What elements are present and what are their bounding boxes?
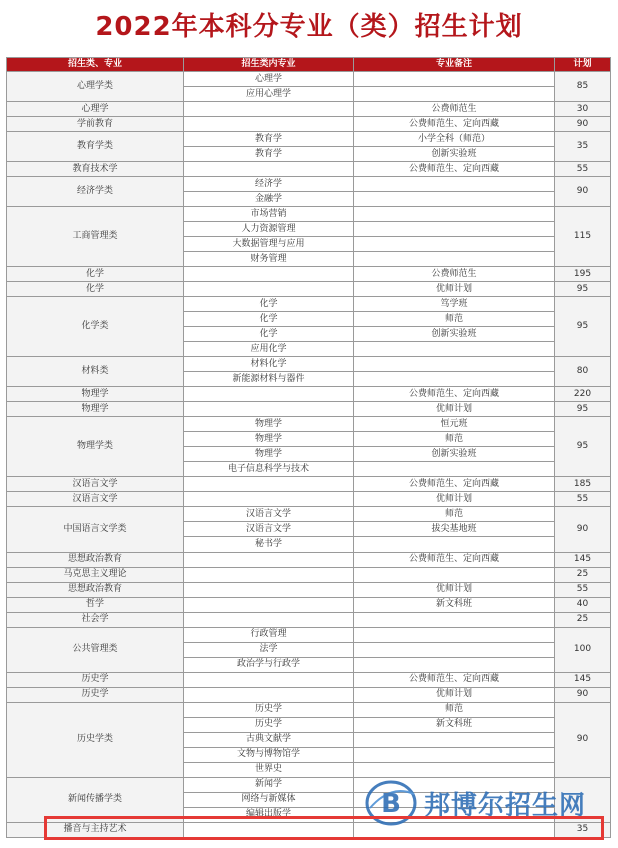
cell-plan: 115 — [555, 207, 611, 267]
cell-plan: 85 — [555, 72, 611, 102]
cell-plan: 90 — [555, 177, 611, 207]
table-row — [7, 582, 611, 597]
page-title: 2022年本科分专业（类）招生计划 — [95, 12, 523, 42]
cell-category: 材料类 — [7, 357, 184, 387]
cell-sub-major: 汉语言文学 — [184, 507, 354, 522]
cell-remark — [354, 357, 555, 372]
cell-remark — [354, 642, 555, 657]
cell-remark: 创新实验班 — [354, 447, 555, 462]
cell-category: 教育技术学 — [7, 162, 184, 177]
cell-sub-major: 电子信息科学与技术 — [184, 462, 354, 477]
cell-plan: 185 — [555, 477, 611, 492]
table-row — [7, 162, 611, 177]
watermark-text: 邦博尔招生网 — [424, 790, 587, 821]
table-row — [7, 402, 611, 417]
cell-sub-major — [184, 582, 354, 597]
table-row — [7, 387, 611, 402]
cell-remark — [354, 657, 555, 672]
cell-sub-major — [184, 282, 354, 297]
cell-sub-major — [184, 402, 354, 417]
table-row — [7, 672, 611, 687]
cell-category: 汉语言文学 — [7, 477, 184, 492]
table-row — [7, 177, 611, 192]
cell-category: 化学 — [7, 282, 184, 297]
cell-sub-major: 物理学 — [184, 432, 354, 447]
cell-remark: 恒元班 — [354, 417, 555, 432]
table-row — [7, 492, 611, 507]
cell-remark — [354, 207, 555, 222]
cell-category: 经济学类 — [7, 177, 184, 207]
cell-category: 社会学 — [7, 612, 184, 627]
cell-sub-major: 心理学 — [184, 72, 354, 87]
watermark-logo-letter: B — [381, 789, 401, 819]
cell-sub-major: 秘书学 — [184, 537, 354, 552]
cell-remark: 优师计划 — [354, 282, 555, 297]
cell-sub-major: 历史学 — [184, 702, 354, 717]
table-row — [7, 687, 611, 702]
cell-category: 物理学 — [7, 387, 184, 402]
table-row — [7, 132, 611, 147]
cell-remark — [354, 612, 555, 627]
cell-sub-major — [184, 567, 354, 582]
cell-remark — [354, 192, 555, 207]
cell-sub-major — [184, 102, 354, 117]
cell-category: 化学 — [7, 267, 184, 282]
header-remark: 专业备注 — [354, 58, 555, 72]
cell-remark: 优师计划 — [354, 582, 555, 597]
cell-remark: 公费师范生、定向西藏 — [354, 117, 555, 132]
cell-plan: 100 — [555, 627, 611, 672]
cell-remark: 创新实验班 — [354, 147, 555, 162]
cell-sub-major — [184, 687, 354, 702]
cell-plan: 195 — [555, 267, 611, 282]
cell-plan: 90 — [555, 702, 611, 777]
cell-sub-major: 古典文献学 — [184, 732, 354, 747]
table-row — [7, 822, 611, 837]
cell-sub-major: 编辑出版学 — [184, 807, 354, 822]
cell-sub-major — [184, 117, 354, 132]
cell-remark — [354, 342, 555, 357]
cell-remark: 公费师范生 — [354, 267, 555, 282]
cell-sub-major — [184, 492, 354, 507]
table-row — [7, 567, 611, 582]
cell-sub-major — [184, 597, 354, 612]
cell-sub-major: 财务管理 — [184, 252, 354, 267]
cell-remark — [354, 822, 555, 837]
cell-remark: 公费师范生、定向西藏 — [354, 672, 555, 687]
cell-sub-major: 应用心理学 — [184, 87, 354, 102]
cell-category: 历史学 — [7, 672, 184, 687]
cell-sub-major — [184, 162, 354, 177]
cell-plan: 220 — [555, 387, 611, 402]
cell-plan: 55 — [555, 162, 611, 177]
header-category: 招生类、专业 — [7, 58, 184, 72]
table-row — [7, 207, 611, 222]
cell-remark — [354, 627, 555, 642]
cell-remark: 师范 — [354, 507, 555, 522]
cell-sub-major: 历史学 — [184, 717, 354, 732]
cell-plan: 35 — [555, 132, 611, 162]
cell-remark: 公费师范生、定向西藏 — [354, 387, 555, 402]
cell-remark: 公费师范生、定向西藏 — [354, 162, 555, 177]
cell-category: 物理学类 — [7, 417, 184, 477]
cell-sub-major: 应用化学 — [184, 342, 354, 357]
cell-sub-major: 教育学 — [184, 132, 354, 147]
cell-sub-major: 新闻学 — [184, 777, 354, 792]
cell-sub-major: 网络与新媒体 — [184, 792, 354, 807]
cell-sub-major: 材料化学 — [184, 357, 354, 372]
cell-sub-major — [184, 612, 354, 627]
table-row — [7, 117, 611, 132]
cell-plan: 95 — [555, 417, 611, 477]
cell-sub-major: 人力资源管理 — [184, 222, 354, 237]
cell-plan: 80 — [555, 357, 611, 387]
cell-remark — [354, 252, 555, 267]
cell-sub-major: 行政管理 — [184, 627, 354, 642]
table-row — [7, 72, 611, 87]
cell-plan: 95 — [555, 297, 611, 357]
cell-category: 思想政治教育 — [7, 582, 184, 597]
cell-category: 历史学 — [7, 687, 184, 702]
cell-sub-major: 市场营销 — [184, 207, 354, 222]
cell-sub-major: 物理学 — [184, 447, 354, 462]
cell-remark — [354, 762, 555, 777]
cell-sub-major: 化学 — [184, 327, 354, 342]
cell-category: 学前教育 — [7, 117, 184, 132]
cell-remark — [354, 87, 555, 102]
cell-remark: 公费师范生、定向西藏 — [354, 477, 555, 492]
cell-sub-major — [184, 477, 354, 492]
cell-sub-major — [184, 672, 354, 687]
table-row — [7, 612, 611, 627]
cell-remark: 拔尖基地班 — [354, 522, 555, 537]
table-row — [7, 417, 611, 432]
cell-category: 思想政治教育 — [7, 552, 184, 567]
cell-plan: 40 — [555, 597, 611, 612]
cell-sub-major — [184, 387, 354, 402]
cell-category: 公共管理类 — [7, 627, 184, 672]
cell-remark — [354, 807, 555, 822]
cell-plan: 25 — [555, 612, 611, 627]
cell-remark: 优师计划 — [354, 492, 555, 507]
cell-sub-major — [184, 822, 354, 837]
cell-sub-major: 金融学 — [184, 192, 354, 207]
cell-remark: 优师计划 — [354, 402, 555, 417]
table-row — [7, 267, 611, 282]
cell-remark — [354, 777, 555, 792]
cell-plan: 90 — [555, 507, 611, 552]
table-row — [7, 777, 611, 792]
cell-category: 心理学类 — [7, 72, 184, 102]
cell-category: 历史学类 — [7, 702, 184, 777]
table-row — [7, 552, 611, 567]
cell-sub-major: 化学 — [184, 297, 354, 312]
cell-remark: 新文科班 — [354, 597, 555, 612]
cell-category: 教育学类 — [7, 132, 184, 162]
cell-remark — [354, 372, 555, 387]
cell-plan: 90 — [555, 687, 611, 702]
cell-plan: 55 — [555, 492, 611, 507]
table-row — [7, 477, 611, 492]
cell-category: 工商管理类 — [7, 207, 184, 267]
cell-plan: 145 — [555, 552, 611, 567]
cell-category: 新闻传播学类 — [7, 777, 184, 822]
cell-remark — [354, 747, 555, 762]
cell-category: 马克思主义理论 — [7, 567, 184, 582]
cell-remark: 新文科班 — [354, 717, 555, 732]
cell-category: 播音与主持艺术 — [7, 822, 184, 837]
cell-category: 化学类 — [7, 297, 184, 357]
header-plan: 计划 — [555, 58, 611, 72]
table-header-row — [7, 58, 611, 72]
cell-plan: 95 — [555, 282, 611, 297]
table-row — [7, 507, 611, 522]
header-sub-major: 招生类内专业 — [184, 58, 354, 72]
table-row — [7, 282, 611, 297]
cell-sub-major: 化学 — [184, 312, 354, 327]
cell-remark: 公费师范生、定向西藏 — [354, 552, 555, 567]
cell-plan: 145 — [555, 672, 611, 687]
cell-sub-major: 政治学与行政学 — [184, 657, 354, 672]
cell-remark: 师范 — [354, 432, 555, 447]
cell-sub-major: 经济学 — [184, 177, 354, 192]
cell-remark — [354, 222, 555, 237]
cell-remark — [354, 732, 555, 747]
cell-sub-major: 汉语言文学 — [184, 522, 354, 537]
cell-category: 中国语言文学类 — [7, 507, 184, 552]
cell-plan: 90 — [555, 117, 611, 132]
cell-plan: 35 — [555, 822, 611, 837]
cell-category: 汉语言文学 — [7, 492, 184, 507]
cell-remark: 小学全科（师范） — [354, 132, 555, 147]
cell-remark: 创新实验班 — [354, 327, 555, 342]
cell-plan: 25 — [555, 567, 611, 582]
table-row — [7, 102, 611, 117]
cell-remark: 师范 — [354, 312, 555, 327]
cell-remark — [354, 462, 555, 477]
cell-remark: 师范 — [354, 702, 555, 717]
cell-remark — [354, 567, 555, 582]
cell-plan: 95 — [555, 402, 611, 417]
cell-sub-major: 教育学 — [184, 147, 354, 162]
cell-remark — [354, 792, 555, 807]
cell-sub-major: 大数据管理与应用 — [184, 237, 354, 252]
cell-remark: 优师计划 — [354, 687, 555, 702]
cell-category: 物理学 — [7, 402, 184, 417]
table-row — [7, 297, 611, 312]
enrollment-plan-table — [6, 57, 611, 838]
cell-category: 哲学 — [7, 597, 184, 612]
cell-sub-major: 法学 — [184, 642, 354, 657]
cell-remark: 笃学班 — [354, 297, 555, 312]
cell-plan: 55 — [555, 582, 611, 597]
cell-plan: 30 — [555, 102, 611, 117]
cell-category: 心理学 — [7, 102, 184, 117]
cell-remark — [354, 237, 555, 252]
cell-sub-major — [184, 267, 354, 282]
cell-sub-major: 物理学 — [184, 417, 354, 432]
cell-remark — [354, 72, 555, 87]
table-row — [7, 597, 611, 612]
cell-sub-major: 新能源材料与器件 — [184, 372, 354, 387]
table-row — [7, 702, 611, 717]
cell-sub-major: 文物与博物馆学 — [184, 747, 354, 762]
cell-remark — [354, 177, 555, 192]
cell-sub-major: 世界史 — [184, 762, 354, 777]
cell-remark — [354, 537, 555, 552]
cell-plan — [555, 777, 611, 822]
cell-sub-major — [184, 552, 354, 567]
table-row — [7, 627, 611, 642]
cell-remark: 公费师范生 — [354, 102, 555, 117]
table-row — [7, 357, 611, 372]
